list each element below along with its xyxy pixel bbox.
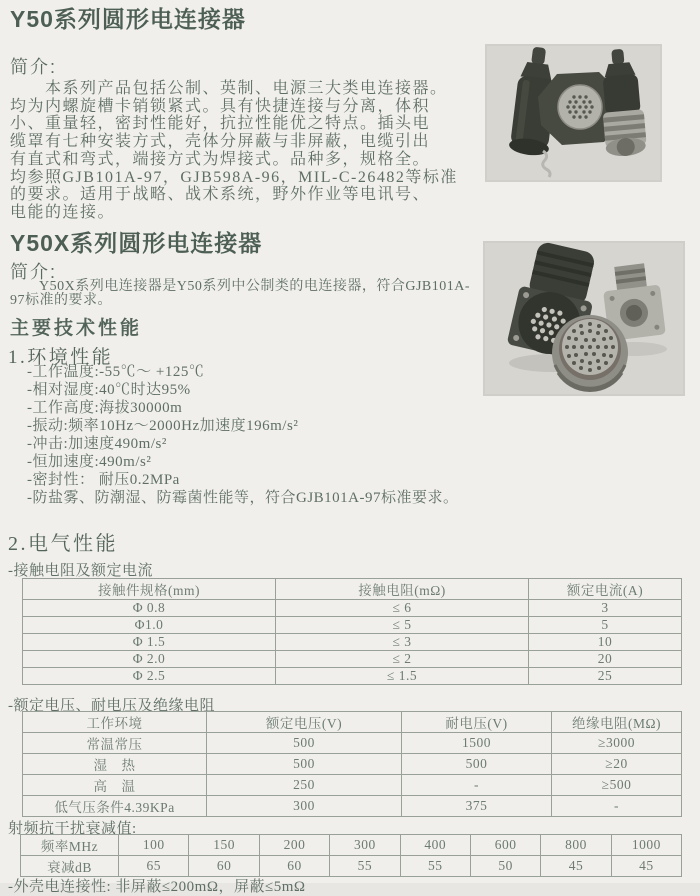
paragraph-line: 均为内螺旋槽卡销锁紧式。具有快捷连接与分离，体积 bbox=[10, 97, 431, 115]
table-cell: ≥500 bbox=[552, 775, 682, 796]
paragraph-line: 的要求。适用于战略、战术系统，野外作业等电讯号、 bbox=[10, 186, 431, 204]
table-cell: 100 bbox=[119, 835, 189, 856]
table-cell: 1000 bbox=[611, 835, 681, 856]
table-header-cell: 绝缘电阻(MΩ) bbox=[552, 712, 682, 733]
list-item: -密封性： 耐压0.2MPa bbox=[27, 472, 180, 488]
table-cell: 600 bbox=[470, 835, 540, 856]
table-row bbox=[21, 856, 682, 877]
table-cell: 60 bbox=[189, 856, 259, 877]
table-header-cell: 耐电压(V) bbox=[402, 712, 552, 733]
table-cell: 250 bbox=[207, 775, 402, 796]
table-cell: 常温常压 bbox=[23, 733, 207, 754]
list-item: -振动:频率10Hz～2000Hz加速度196m/s² bbox=[27, 418, 299, 434]
y50x-product-photo bbox=[483, 241, 685, 396]
table-row bbox=[23, 796, 682, 817]
y50-product-photo bbox=[485, 44, 662, 182]
list-item: -冲击:加速度490m/s² bbox=[27, 436, 167, 452]
table-cell: ≤ 2 bbox=[276, 651, 529, 668]
paragraph-line: 缆罩有七种安装方式，壳体分屏蔽与非屏蔽，电缆引出 bbox=[10, 133, 431, 151]
table-cell: 10 bbox=[529, 634, 682, 651]
electrical-performance-heading: 2.电气性能 bbox=[8, 533, 118, 555]
table-header-cell: 接触件规格(mm) bbox=[23, 579, 276, 600]
table-row bbox=[23, 775, 682, 796]
list-item: -恒加速度:490m/s² bbox=[27, 454, 152, 470]
table-cell: 3 bbox=[529, 600, 682, 617]
table-row bbox=[23, 617, 682, 634]
table-cell: 300 bbox=[207, 796, 402, 817]
table-header-cell: 接触电阻(mΩ) bbox=[276, 579, 529, 600]
y50-intro-paragraph bbox=[10, 80, 458, 222]
table-cell: 1500 bbox=[402, 733, 552, 754]
table-header-row bbox=[23, 712, 682, 733]
environment-performance-heading: 1.环境性能 bbox=[8, 347, 114, 368]
table-cell: 低气压条件4.39KPa bbox=[23, 796, 207, 817]
table-cell: - bbox=[402, 775, 552, 796]
y50-intro-heading: 简介: bbox=[10, 57, 58, 77]
paragraph-line: Y50X系列电连接器是Y50系列中公制类的电连接器，符合GJB101A- bbox=[10, 279, 470, 294]
table-cell: 500 bbox=[402, 754, 552, 775]
table-cell: 55 bbox=[330, 856, 400, 877]
table-cell: 55 bbox=[400, 856, 470, 877]
table-cell: 50 bbox=[470, 856, 540, 877]
table-cell: 150 bbox=[189, 835, 259, 856]
paragraph-line: 电能的连接。 bbox=[10, 203, 116, 221]
rf-attenuation-table bbox=[20, 834, 682, 877]
list-item: -相对湿度:40℃时达95% bbox=[27, 382, 191, 398]
table-cell: 500 bbox=[207, 754, 402, 775]
connector-photo-illustration bbox=[483, 241, 685, 396]
table-cell: Φ 0.8 bbox=[23, 600, 276, 617]
table-cell: Φ 1.5 bbox=[23, 634, 276, 651]
table-cell: 高 温 bbox=[23, 775, 207, 796]
table-cell: 300 bbox=[330, 835, 400, 856]
voltage-insulation-table bbox=[22, 711, 682, 817]
table-cell: Φ1.0 bbox=[23, 617, 276, 634]
paragraph-line: 本系列产品包括公制、英制、电源三大类电连接器。 bbox=[10, 80, 448, 97]
paragraph-line: 小、重量轻，密封性能好，抗拉性能优之特点。插头电 bbox=[10, 115, 431, 133]
table-cell: 5 bbox=[529, 617, 682, 634]
table-header-cell: 衰减dB bbox=[21, 856, 119, 877]
table-cell: 湿 热 bbox=[23, 754, 207, 775]
table-cell: 400 bbox=[400, 835, 470, 856]
y50x-intro-heading: 简介: bbox=[10, 262, 58, 282]
table-cell: 60 bbox=[259, 856, 329, 877]
table-header-cell: 频率MHz bbox=[21, 835, 119, 856]
table-cell: 200 bbox=[259, 835, 329, 856]
table-header-row bbox=[23, 579, 682, 600]
table-cell: 45 bbox=[541, 856, 611, 877]
table-row bbox=[23, 600, 682, 617]
shell-continuity-note: -外壳电连接性: 非屏蔽≤200mΩ，屏蔽≤5mΩ bbox=[8, 879, 306, 895]
table-cell: Φ 2.5 bbox=[23, 668, 276, 685]
table-row bbox=[23, 651, 682, 668]
table-cell: ≤ 5 bbox=[276, 617, 529, 634]
table-cell: 25 bbox=[529, 668, 682, 685]
table-row bbox=[23, 634, 682, 651]
table-cell: ≥20 bbox=[552, 754, 682, 775]
table-cell: ≥3000 bbox=[552, 733, 682, 754]
table-cell: 500 bbox=[207, 733, 402, 754]
table-header-cell: 工作环境 bbox=[23, 712, 207, 733]
list-item: -工作高度:海拔30000m bbox=[27, 400, 183, 416]
table-header-cell: 额定电流(A) bbox=[529, 579, 682, 600]
y50-series-title: Y50系列圆形电连接器 bbox=[10, 6, 246, 32]
connector-photo-illustration bbox=[485, 44, 662, 182]
table-cell: 65 bbox=[119, 856, 189, 877]
voltage-table-label: -额定电压、耐电压及绝缘电阻 bbox=[8, 698, 215, 714]
table-cell: 375 bbox=[402, 796, 552, 817]
table-cell: - bbox=[552, 796, 682, 817]
table-header-cell: 额定电压(V) bbox=[207, 712, 402, 733]
paragraph-line: 均参照GJB101A-97，GJB598A-96，MIL-C-26482等标准 bbox=[10, 168, 458, 186]
main-tech-performance-heading: 主要技术性能 bbox=[10, 318, 143, 339]
contact-table-label: -接触电阻及额定电流 bbox=[8, 563, 153, 579]
table-row bbox=[23, 668, 682, 685]
contact-resistance-table bbox=[22, 578, 682, 685]
table-row bbox=[21, 835, 682, 856]
y50x-series-title: Y50X系列圆形电连接器 bbox=[10, 230, 263, 256]
table-cell: Φ 2.0 bbox=[23, 651, 276, 668]
table-cell: ≤ 6 bbox=[276, 600, 529, 617]
table-cell: 45 bbox=[611, 856, 681, 877]
paragraph-line: 97标准的要求。 bbox=[10, 293, 112, 308]
paragraph-line: 有直式和弯式，端接方式为焊接式。品种多，规格全。 bbox=[10, 150, 431, 168]
list-item: -工作温度:-55℃～ +125℃ bbox=[27, 364, 205, 380]
list-item: -防盐雾、防潮湿、防霉菌性能等，符合GJB101A-97标准要求。 bbox=[27, 490, 459, 506]
rf-attenuation-label: 射频抗干扰衰减值: bbox=[8, 821, 137, 837]
y50x-intro-paragraph bbox=[10, 280, 470, 308]
table-row bbox=[23, 733, 682, 754]
table-cell: 20 bbox=[529, 651, 682, 668]
table-cell: ≤ 3 bbox=[276, 634, 529, 651]
table-row bbox=[23, 754, 682, 775]
table-cell: ≤ 1.5 bbox=[276, 668, 529, 685]
environment-performance-list bbox=[27, 363, 459, 507]
table-cell: 800 bbox=[541, 835, 611, 856]
